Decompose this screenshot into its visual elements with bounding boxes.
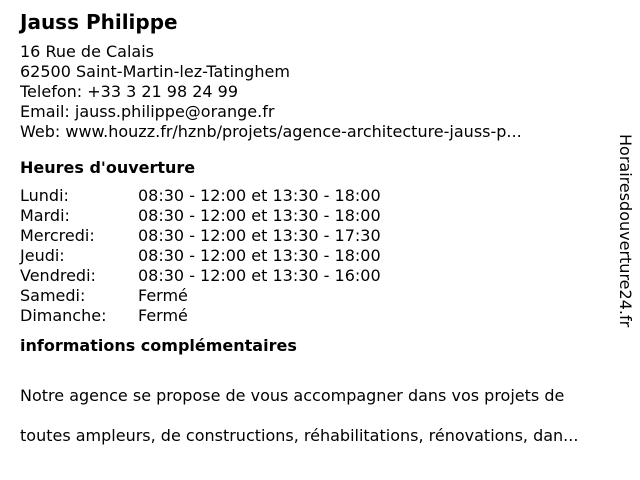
business-card (20, 10, 610, 466)
additional-info-text (20, 366, 630, 466)
hours-row-tuesday (20, 206, 610, 226)
day-label: Samedi: (20, 286, 86, 305)
day-label: Mardi: (20, 206, 70, 225)
day-label: Vendredi: (20, 266, 96, 285)
day-hours: 08:30 - 12:00 et 13:30 - 18:00 (138, 246, 381, 265)
day-hours: 08:30 - 12:00 et 13:30 - 18:00 (138, 186, 381, 205)
day-hours: Fermé (138, 306, 188, 325)
opening-hours-heading: Heures d'ouverture (20, 158, 196, 177)
hours-row-wednesday (20, 226, 610, 246)
description-line: Notre agence se propose de vous accompagner dans vos projets de (20, 386, 565, 405)
day-label: Jeudi: (20, 246, 65, 265)
site-watermark: Horairesdouverture24.fr (616, 134, 635, 328)
additional-info-heading: informations complémentaires (20, 336, 297, 355)
phone-line: Telefon: +33 3 21 98 24 99 (20, 82, 239, 101)
day-hours: Fermé (138, 286, 188, 305)
day-label: Lundi: (20, 186, 69, 205)
email-line: Email: jauss.philippe@orange.fr (20, 102, 275, 121)
hours-row-sunday (20, 306, 610, 326)
day-label: Mercredi: (20, 226, 95, 245)
hours-row-thursday (20, 246, 610, 266)
address-line-city: 62500 Saint-Martin-lez-Tatinghem (20, 62, 290, 81)
web-line: Web: www.houzz.fr/hznb/projets/agence-architecture-jauss-p... (20, 122, 522, 141)
description-line: toutes ampleurs, de constructions, réhabilitations, rénovations, dan... (20, 426, 579, 445)
address-line-street: 16 Rue de Calais (20, 42, 155, 61)
hours-row-saturday (20, 286, 610, 306)
day-hours: 08:30 - 12:00 et 13:30 - 18:00 (138, 206, 381, 225)
day-hours: 08:30 - 12:00 et 13:30 - 16:00 (138, 266, 381, 285)
business-name: Jauss Philippe (20, 10, 178, 34)
opening-hours-list (20, 186, 610, 326)
day-hours: 08:30 - 12:00 et 13:30 - 17:30 (138, 226, 381, 245)
day-label: Dimanche: (20, 306, 107, 325)
hours-row-friday (20, 266, 610, 286)
hours-row-monday (20, 186, 610, 206)
